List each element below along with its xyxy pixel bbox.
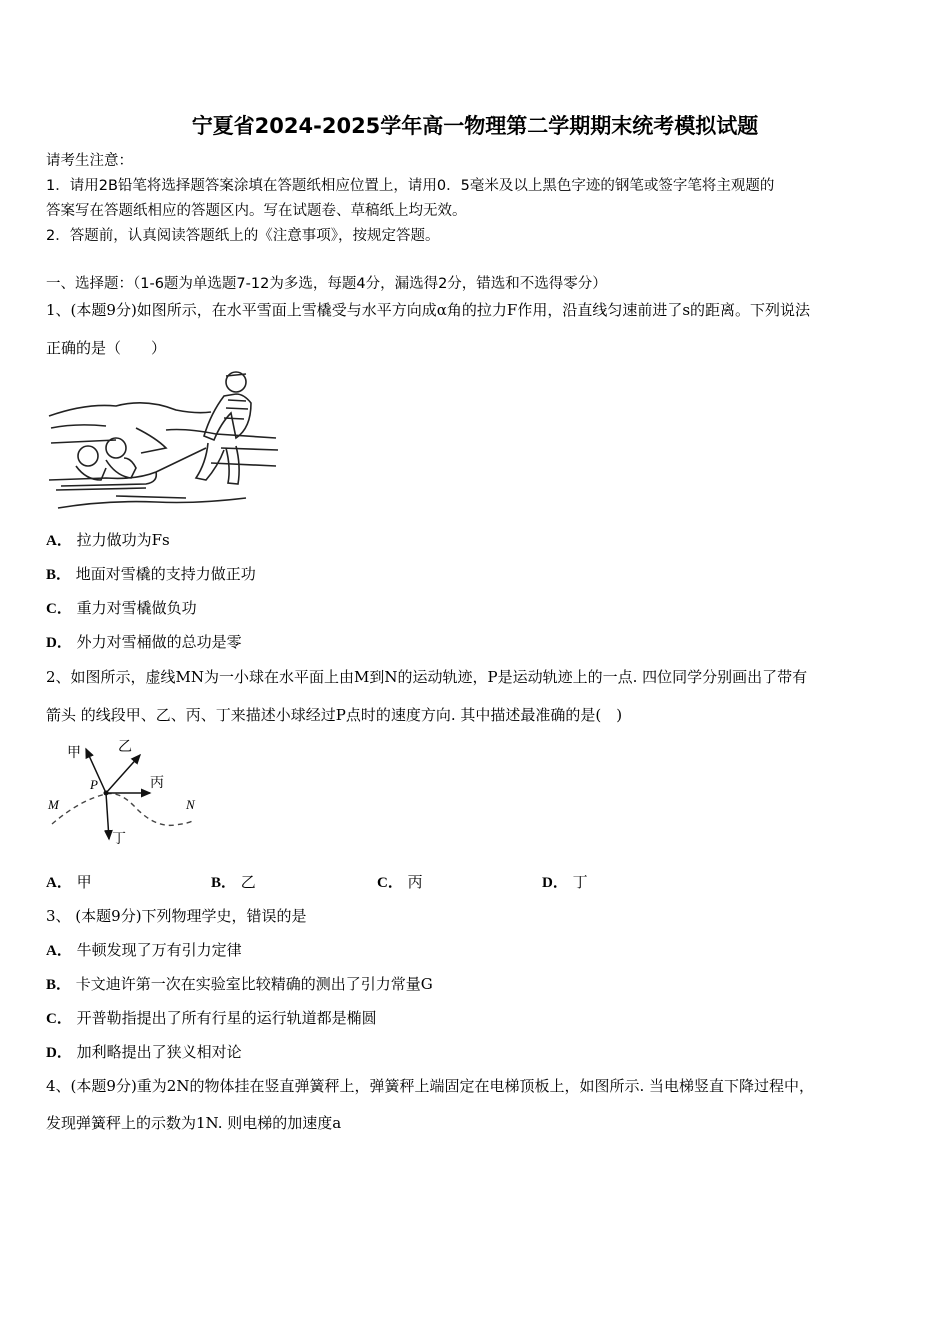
q3-option-d[interactable]	[46, 1042, 242, 1063]
option-text: 卡文迪许第一次在实验室比较精确的测出了引力常量G	[75, 975, 433, 993]
q1-option-a[interactable]	[46, 530, 170, 551]
option-text: 重力对雪橇做负功	[76, 599, 197, 617]
label-jia: 甲	[67, 745, 81, 761]
option-text: 丁	[572, 873, 588, 891]
label-m: M	[48, 797, 59, 812]
q2-stem-line-1: 2、如图所示，虚线MN为一小球在水平面上由M到N的运动轨迹，P是运动轨迹上的一点. 四位同学分别画出了带有	[46, 668, 808, 686]
q1-option-c[interactable]	[46, 598, 197, 619]
label-yi: 乙	[118, 739, 132, 755]
notice-item-1-cont: 答案写在答题纸相应的答题区内。写在试题卷、草稿纸上均无效。	[46, 203, 467, 219]
label-bing: 丙	[150, 775, 164, 791]
section-heading: 一、选择题：（1-6题为单选题7-12为多选，每题4分，漏选得2分，错选和不选得零分）	[46, 276, 607, 292]
option-key: D．	[46, 1045, 72, 1061]
option-key: C．	[46, 1011, 72, 1027]
q2-option-b[interactable]	[211, 872, 256, 893]
q1-option-d[interactable]	[46, 632, 242, 653]
q2-option-c[interactable]	[377, 872, 423, 893]
option-text: 丙	[407, 873, 423, 891]
option-key: C．	[46, 601, 72, 617]
label-n: N	[186, 797, 195, 812]
q2-stem-line-2: 箭头 的线段甲、乙、丙、丁来描述小球经过P点时的速度方向. 其中描述最准确的是( )	[46, 706, 623, 724]
page-title: 宁夏省2024-2025学年高一物理第二学期期末统考模拟试题	[191, 114, 759, 138]
option-text: 地面对雪橇的支持力做正功	[75, 565, 256, 583]
sled-illustration	[46, 368, 281, 516]
option-text: 牛顿发现了万有引力定律	[76, 941, 242, 959]
velocity-direction-diagram	[40, 735, 240, 855]
q2-option-a[interactable]	[46, 872, 92, 893]
option-key: D．	[542, 875, 568, 891]
q4-stem-line-1: 4、(本题9分)重为2N的物体挂在竖直弹簧秤上，弹簧秤上端固定在电梯顶板上，如图所示. 当电梯竖直下降过程中，	[46, 1077, 815, 1095]
option-key: B．	[46, 977, 72, 993]
q4-stem-line-2: 发现弹簧秤上的示数为1N. 则电梯的加速度a	[46, 1114, 342, 1132]
q2-option-d[interactable]	[542, 872, 588, 893]
q1-option-b[interactable]	[46, 564, 256, 585]
label-p: P	[90, 777, 98, 792]
option-key: A．	[46, 875, 72, 891]
q1-stem-line-1: 1、(本题9分)如图所示，在水平雪面上雪橇受与水平方向成α角的拉力F作用，沿直线匀速前进了s的距离。下列说法	[46, 301, 811, 319]
q1-stem-line-2: 正确的是（ ）	[46, 339, 167, 357]
option-text: 外力对雪桶做的总功是零	[76, 633, 242, 651]
option-text: 甲	[76, 873, 92, 891]
option-key: B．	[211, 875, 237, 891]
notice-heading: 请考生注意：	[46, 153, 133, 169]
q3-option-c[interactable]	[46, 1008, 377, 1029]
option-text: 开普勒指提出了所有行星的运行轨道都是椭圆	[76, 1009, 377, 1027]
option-key: A．	[46, 943, 72, 959]
option-key: D．	[46, 635, 72, 651]
q3-option-a[interactable]	[46, 940, 242, 961]
notice-item-2: 2．答题前，认真阅读答题纸上的《注意事项》，按规定答题。	[46, 228, 440, 244]
option-text: 加利略提出了狭义相对论	[76, 1043, 242, 1061]
option-key: C．	[377, 875, 403, 891]
option-key: B．	[46, 567, 72, 583]
label-ding: 丁	[112, 831, 126, 847]
notice-item-1: 1．请用2B铅笔将选择题答案涂填在答题纸相应位置上，请用0．5毫米及以上黑色字迹的钢笔或签字笔将主观题的	[46, 178, 775, 194]
q3-option-b[interactable]	[46, 974, 433, 995]
option-text: 拉力做功为Fs	[76, 531, 170, 549]
q3-stem: 3、 (本题9分)下列物理学史，错误的是	[46, 907, 307, 925]
option-text: 乙	[240, 873, 256, 891]
option-key: A．	[46, 533, 72, 549]
